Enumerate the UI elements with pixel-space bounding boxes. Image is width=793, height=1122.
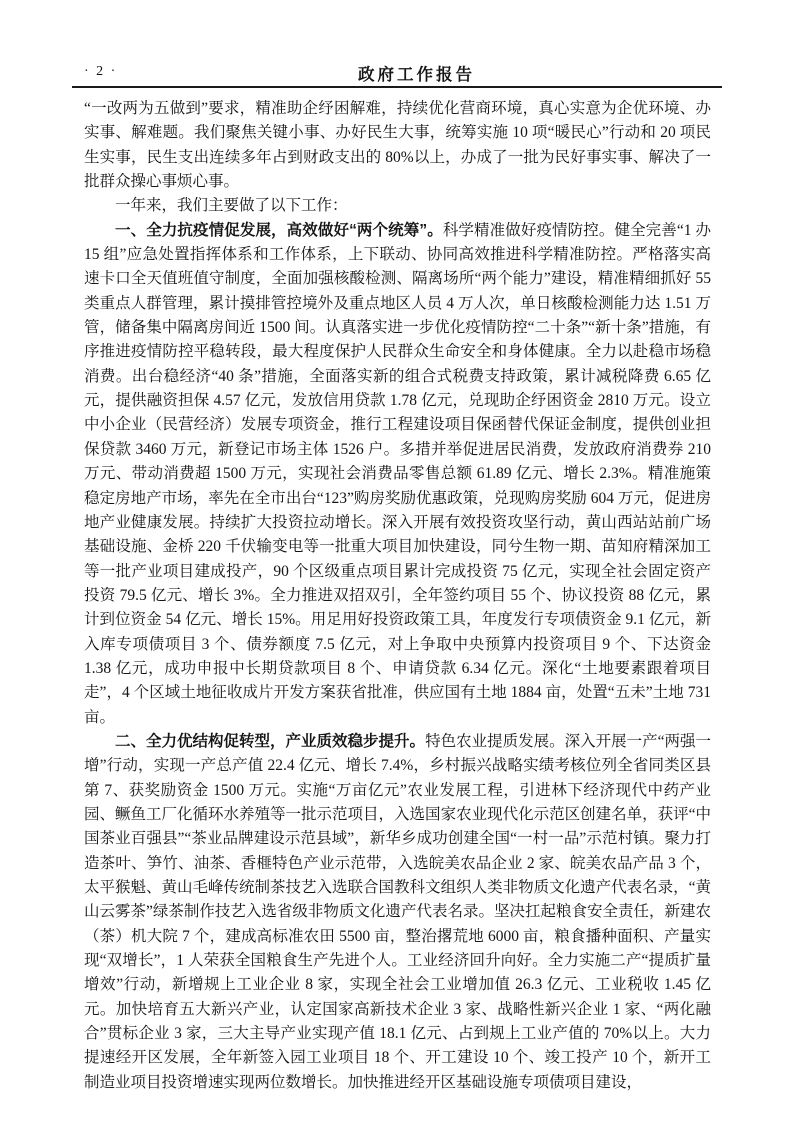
paragraph-section-2	[84, 730, 711, 1095]
section-2-text: 特色农业提质发展。深入开展一产“两强一增”行动，实现一产总产值 22.4 亿元、增长 7.4%，乡村振兴战略实绩考核位列全省同类区县第 7、获奖励资金 1500 万元。实施“万亩亿元”农业发展工程，引进林下经济现代中药产业园、鳜鱼工厂化循环水养殖等一批示范项目，入选国家农业现代化示范区创建名单，获评“中国茶业百强县”“茶业品牌建设示范县域”，新华乡成功创建全国“一村一品”示范村镇。聚力打造茶叶、笋竹、油茶、香榧特色产业示范带，入选皖美农品企业 2 家、皖美农品产品 3 个，太平猴魁、黄山毛峰传统制茶技艺入选联合国教科文组织人类非物质文化遗产代表名录，“黄山云雾茶”绿茶制作技艺入选省级非物质文化遗产代表名录。坚决扛起粮食安全责任，新建农（茶）机大院 7 个，建成高标准农田 5500 亩，整治撂荒地 6000 亩，粮食播种面积、产量实现“双增长”，1 人荣获全国粮食生产先进个人。工业经济回升向好。全力实施二产“提质扩量增效”行动，新增规上工业企业 8 家，实现全社会工业增加值 26.3 亿元、工业税收 1.45 亿元。加快培育五大新兴产业，认定国家高新技术企业 3 家、战略性新兴企业 1 家、“两化融合”贯标企业 3 家，三大主导产业实现产值 18.1 亿元、占到规上工业产值的 70%以上。大力提速经开区发展，全年新签入园工业项目 18 个、开工建设 10 个、竣工投产 10 个，新开工制造业项目投资增速实现两位数增长。加快推进经开区基础设施专项债项目建设，	[84, 732, 711, 1091]
paragraph-section-1	[84, 219, 711, 730]
paragraph-intro	[84, 194, 711, 218]
page-number: · 2 ·	[84, 64, 118, 79]
document-body	[84, 97, 711, 1095]
paragraph-text: 一年来，我们主要做了以下工作：	[115, 197, 348, 215]
paragraph-text: “一改两为五做到”要求，精准助企纾困解难，持续优化营商环境，真心实意为企优环境、办实事、解难题。我们聚焦关键小事、办好民生大事，统筹实施 10 项“暖民心”行动和 20 项民生实事，民生支出连续多年占到财政支出的 80%以上，办成了一批为民好事实事、解决了一批群众操心事烦心事。	[84, 100, 711, 191]
header-divider	[72, 86, 722, 88]
page-title: 政府工作报告	[358, 66, 475, 84]
section-1-heading: 一、全力抗疫情促发展，高效做好“两个统筹”。	[115, 221, 443, 239]
section-1-text: 科学精准做好疫情防控。健全完善“1 办 15 组”应急处置指挥体系和工作体系，上下联动、协同高效推进科学精准防控。严格落实高速卡口全天值班值守制度，全面加强核酸检测、隔离场所“两个能力”建设，精准精细抓好 55 类重点人群管理，累计摸排管控境外及重点地区人员 4 万人次，单日核酸检测能力达 1.51 万管，储备集中隔离房间近 1500 间。认真落实进一步优化疫情防控“二十条”“新十条”措施，有序推进疫情防控平稳转段，最大程度保护人民群众生命安全和身体健康。全力以赴稳市场稳消费。出台稳经济“40 条”措施，全面落实新的组合式税费支持政策，累计减税降费 6.65 亿元，提供融资担保 4.57 亿元，发放信用贷款 1.78 亿元，兑现助企纾困资金 2810 万元。设立中小企业（民营经济）发展专项资金，推行工程建设项目保函替代保证金制度，提供创业担保贷款 3460 万元，新登记市场主体 1526 户。多措并举促进居民消费，发放政府消费券 210 万元、带动消费超 1500 万元，实现社会消费品零售总额 61.89 亿元、增长 2.3%。精准施策稳定房地产市场，率先在全市出台“123”购房奖励优惠政策，兑现购房奖励 604 万元，促进房地产业健康发展。持续扩大投资拉动增长。深入开展有效投资攻坚行动，黄山西站站前广场基础设施、金桥 220 千伏输变电等一批重大项目加快建设，同兮生物一期、苗知府精深加工等一批产业项目建成投产，90 个区级重点项目累计完成投资 75 亿元，实现全社会固定资产投资 79.5 亿元、增长 3%。全力推进双招双引，全年签约项目 55 个、协议投资 88 亿元，累计到位资金 54 亿元、增长 15%。用足用好投资政策工具，年度发行专项债资金 9.1 亿元，新入库专项债项目 3 个、债券额度 7.5 亿元，对上争取中央预算内投资项目 9 个、下达资金 1.38 亿元，成功申报中长期贷款项目 8 个、申请贷款 6.34 亿元。深化“土地要素跟着项目走”，4 个区域土地征收成片开发方案获省批准，供应国有土地 1884 亩，处置“五未”土地 731 亩。	[84, 221, 711, 726]
section-2-heading: 二、全力优结构促转型，产业质效稳步提升。	[115, 732, 426, 750]
paragraph-continuation	[84, 97, 711, 194]
